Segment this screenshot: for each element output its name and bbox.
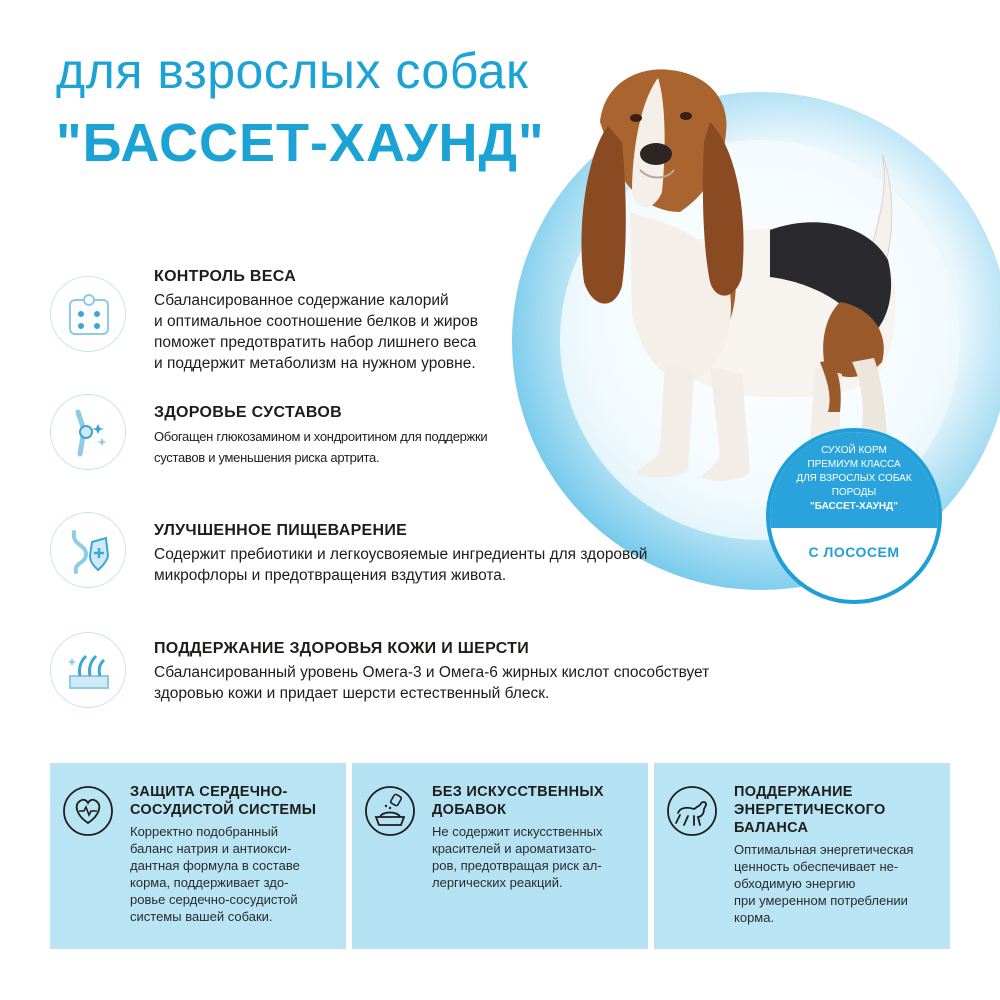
panel-line: Оптимальная энергетическая <box>734 842 914 857</box>
panel-line: системы вашей собаки. <box>130 909 273 924</box>
feature-text <box>154 426 487 468</box>
panel-text <box>130 823 300 925</box>
headline-breed: "БАССЕТ-ХАУНД" <box>56 113 545 173</box>
feature-line: поможет предотвратить набор лишнего веса <box>154 334 477 351</box>
panel-line: ров, предотвращая риск ал- <box>432 858 602 873</box>
badge-line-1: СУХОЙ КОРМ <box>821 445 887 456</box>
weight-scale-paws-icon <box>50 276 126 352</box>
heart-shield-icon <box>62 785 114 837</box>
panel-line: обходимую энергию <box>734 876 856 891</box>
running-dog-icon <box>666 785 718 837</box>
panel-line: корма. <box>734 910 775 925</box>
basset-hound-image <box>570 62 930 492</box>
badge-flavor: С ЛОСОСЕМ <box>808 544 900 560</box>
benefits-band <box>50 763 950 949</box>
panel-title-line: БЕЗ ИСКУССТВЕННЫХ <box>432 784 604 800</box>
panel-line: при умеренном потреблении <box>734 893 908 908</box>
headline-line-1: для взрослых собак <box>56 43 529 99</box>
feature-line: здоровью кожи и придает шерсти естественный блеск. <box>154 685 550 702</box>
feature-line: суставов и уменьшения риска артрита. <box>154 450 380 465</box>
panel-title-line: БАЛАНСА <box>734 820 809 836</box>
badge-line-2: ПРЕМИУМ КЛАССА <box>807 459 901 470</box>
badge-line-4: ПОРОДЫ <box>831 487 877 498</box>
panel-title <box>734 783 886 837</box>
badge-line-5: "БАССЕТ-ХАУНД" <box>810 501 898 512</box>
panel-text <box>734 841 913 926</box>
panel-title <box>432 783 604 819</box>
joint-knee-icon <box>50 394 126 470</box>
feature-title: КОНТРОЛЬ ВЕСА <box>154 268 297 285</box>
feature-line: Сбалансированный уровень Омега-3 и Омега-6 жирных кислот способствует <box>154 664 710 681</box>
badge-description <box>770 432 938 528</box>
feature-text <box>154 544 647 586</box>
panel-line: корма, поддерживает здо- <box>130 875 289 890</box>
feature-text <box>154 662 709 704</box>
panel-line: лергических реакций. <box>432 875 563 890</box>
stomach-shield-icon <box>50 512 126 588</box>
skin-hair-icon <box>50 632 126 708</box>
feature-line: и оптимальное соотношение белков и жиров <box>154 313 478 330</box>
badge-line-3: ДЛЯ ВЗРОСЛЫХ СОБАК <box>796 473 912 484</box>
panel-line: Корректно подобранный <box>130 824 278 839</box>
panel-title-line: ЗАЩИТА СЕРДЕЧНО- <box>130 784 288 800</box>
panel-title-line: ПОДДЕРЖАНИЕ <box>734 784 853 800</box>
feature-title: ЗДОРОВЬЕ СУСТАВОВ <box>154 404 342 421</box>
food-bowl-no-additives-icon <box>364 785 416 837</box>
panel-title-line: СОСУДИСТОЙ СИСТЕМЫ <box>130 802 317 818</box>
panel-title-line: ЭНЕРГЕТИЧЕСКОГО <box>734 802 886 818</box>
panel-title-line: ДОБАВОК <box>432 802 507 818</box>
feature-line: Содержит пребиотики и легкоусвояемые ингредиенты для здоровой <box>154 546 648 563</box>
panel-title <box>130 783 316 819</box>
panel-cardiovascular <box>50 763 346 949</box>
feature-line: Обогащен глюкозамином и хондроитином для поддержки <box>154 429 488 444</box>
panel-line: ровье сердечно-сосудистой <box>130 892 298 907</box>
feature-title: ПОДДЕРЖАНИЕ ЗДОРОВЬЯ КОЖИ И ШЕРСТИ <box>154 640 530 657</box>
panel-no-additives <box>352 763 648 949</box>
panel-line: Не содержит искусственных <box>432 824 603 839</box>
feature-title: УЛУЧШЕННОЕ ПИЩЕВАРЕНИЕ <box>154 522 408 539</box>
panel-energy-balance <box>654 763 950 949</box>
panel-line: красителей и ароматизато- <box>432 841 597 856</box>
feature-line: Сбалансированное содержание калорий <box>154 292 449 309</box>
panel-line: ценность обеспечивает не- <box>734 859 899 874</box>
product-badge <box>766 428 942 604</box>
panel-line: баланс натрия и антиокси- <box>130 841 292 856</box>
panel-text <box>432 823 603 891</box>
feature-line: микрофлоры и предотвращения вздутия живота. <box>154 567 507 584</box>
feature-text <box>154 290 478 374</box>
feature-line: и поддержит метаболизм на нужном уровне. <box>154 355 476 372</box>
panel-line: дантная формула в составе <box>130 858 300 873</box>
